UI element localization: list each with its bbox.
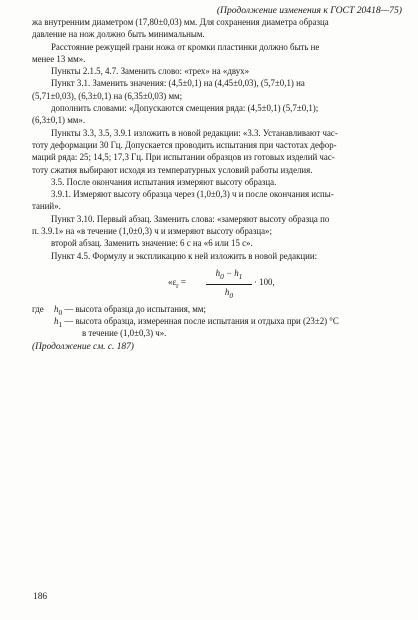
formula-denominator: $h_0$ (224, 287, 234, 300)
formula-numerator: $h_0 - h_1$ (206, 267, 252, 285)
text-line: менее 13 мм». (32, 53, 86, 64)
text-line: Пункты 2.1.5, 4.7. Заменить слово: «трех» на «двух» (51, 66, 250, 77)
text-line: п. 3.9.1» на «в течение (1,0±0,3) ч и измеряют высоту образца»; (32, 226, 272, 237)
page-header: (Продолжение изменения к ГОСТ 20418—75) (216, 5, 402, 16)
text-line: Расстояние режущей грани ножа от кромки пластинки должно быть не (51, 41, 320, 52)
page-number: 186 (33, 592, 48, 602)
formula-lhs: «$\varepsilon_r$ = (168, 276, 186, 290)
text-line: таний». (32, 201, 61, 212)
formula-rhs: · 100, (254, 276, 275, 287)
text-line: тоту деформации 30 Гц. Допускается проводить испытания при частотах дефор- (32, 139, 337, 150)
text-line: Пункты 3.3, 3.5, 3.9.1 изложить в новой редакции: «3.3. Устанавливают час- (51, 127, 338, 138)
continuation-note: (Продолжение см. с. 187) (32, 341, 134, 352)
text-line: тоту сжатия выбирают исходя из температурных условий работы изделия. (32, 164, 313, 175)
definition-h1-continuation: в течение (1,0±0,3) ч». (82, 327, 167, 338)
text-line: Пункт 3.1. Заменить значения: (4,5±0,1) на (4,45±0,03), (5,7±0,1) на (51, 78, 305, 89)
text-line: (5,71±0,03), (6,3±0,1) на (6,35±0,03) мм; (32, 90, 183, 101)
page-body (32, 16, 404, 353)
text-line: давление на нож должно быть минимальным. (32, 29, 205, 40)
where-label: где (32, 303, 44, 314)
text-line: 3.9.1. Измеряют высоту образца через (1,0±0,3) ч и после окончания испы- (51, 189, 334, 200)
formula-explication (32, 303, 404, 341)
definition-h1: $h_1$ — высота образца, измеренная после испытания и отдыха при (23±2) °С (54, 315, 339, 329)
definition-h0: $h_0$ — высота образца до испытания, мм; (54, 303, 206, 317)
text-line: жа внутренним диаметром (17,80±0,03) мм. Для сохранения диаметра образца (32, 17, 329, 27)
formula-fraction (206, 267, 252, 302)
text-line: 3.5. После окончания испытания измеряют высоту образца. (51, 176, 277, 187)
text-line: второй абзац. Заменить значение: 6 с на «6 или 15 с». (51, 238, 253, 249)
text-line: Пункт 3.10. Первый абзац. Заменить слова: «замеряют высоту образца по (51, 213, 330, 224)
text-line: Пункт 4.5. Формулу и экспликацию к ней изложить в новой редакции: (51, 250, 318, 261)
text-line: (6,3±0,1) мм». (32, 115, 86, 126)
formula (32, 265, 404, 299)
text-line: дополнить словами: «Допускаются смещения ряда: (4,5±0,1) (5,7±0,1); (51, 103, 319, 114)
text-line: маций ряда: 25; 14,5; 17,3 Гц. При испытании образцов из готовых изделий час- (32, 152, 335, 163)
